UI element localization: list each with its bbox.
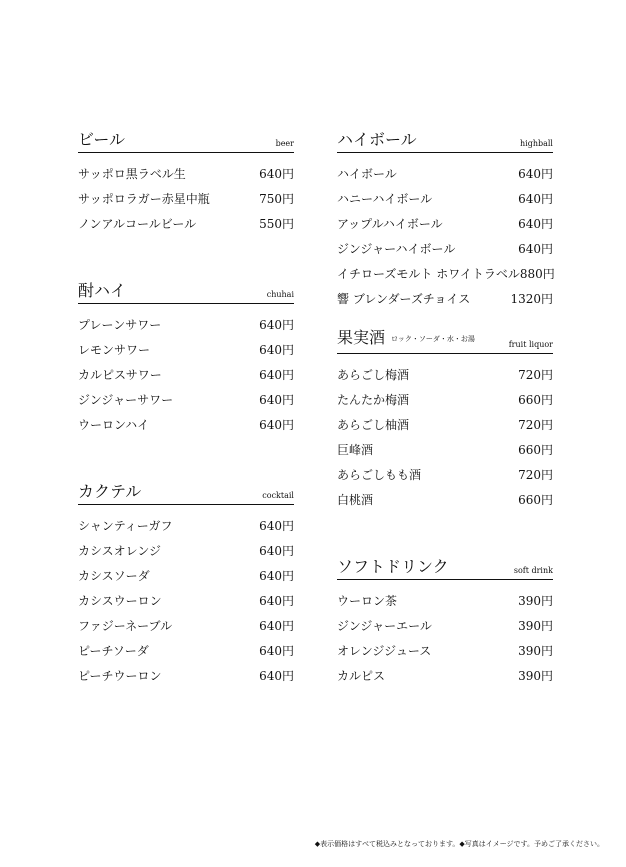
menu-item [78,563,294,588]
item-name: ファジーネーブル [78,619,173,633]
item-name: ジンジャーハイボール [337,242,456,256]
item-name: カルピスサワー [78,368,162,382]
menu-item [78,362,294,387]
item-price: 640円 [259,619,294,633]
item-price: 390円 [518,669,553,683]
section-header [337,128,553,153]
item-name: あらごし梅酒 [337,368,410,382]
section-english: soft drink [513,566,553,575]
item-price: 390円 [518,619,553,633]
menu-item [337,362,553,387]
menu-item [78,312,294,337]
item-name: 響 ブレンダーズチョイス [337,292,471,306]
menu-item [337,387,553,412]
item-price: 640円 [259,343,294,357]
item-name: 巨峰酒 [337,443,374,457]
menu-item [337,236,553,261]
item-name: あらごし柚酒 [337,418,410,432]
item-name: ウーロンハイ [78,418,150,432]
section-beer [78,128,294,236]
item-price: 640円 [518,242,553,256]
item-name: ピーチウーロン [78,669,162,683]
item-price: 720円 [518,468,553,482]
section-english: fruit liquor [508,340,553,349]
item-name: カシスオレンジ [78,544,162,558]
section-title: ビール [78,130,126,149]
item-name: カルピス [337,669,386,683]
item-price: 640円 [259,393,294,407]
menu-item [78,337,294,362]
menu-item [337,161,553,186]
item-price: 640円 [259,418,294,432]
section-english: chuhai [266,290,294,299]
section-header [337,329,553,354]
item-name: シャンティーガフ [78,519,173,533]
item-name: サッポロラガー赤星中瓶 [78,192,210,206]
item-name: ピーチソーダ [78,644,149,658]
item-name: ウーロン茶 [337,594,398,608]
item-price: 1320円 [510,292,553,306]
menu-item [337,638,553,663]
section-english: highball [520,139,553,148]
item-price: 640円 [259,669,294,683]
item-name: ハイボール [337,167,397,181]
item-price: 390円 [518,594,553,608]
section-title-text: 果実酒 [337,328,386,347]
menu-item [78,161,294,186]
item-name: オレンジジュース [337,644,432,658]
section-title: カクテル [78,482,142,501]
item-name: カシスソーダ [78,569,150,583]
menu-item [337,261,553,286]
item-name: あらごしもも酒 [337,468,422,482]
section-title: 酎ハイ [78,281,127,300]
item-price: 550円 [259,217,294,231]
item-price: 640円 [518,217,553,231]
item-name: ジンジャーエール [337,619,432,633]
menu-item [337,437,553,462]
item-name: イチローズモルト ホワイトラベル [337,267,520,281]
item-price: 390円 [518,644,553,658]
menu-item [337,663,553,688]
item-price: 720円 [518,368,553,382]
section-title [337,329,475,350]
item-name: プレーンサワー [78,318,162,332]
menu-item [78,638,294,663]
item-price: 640円 [518,167,553,181]
section-fruit-liquor [337,329,553,512]
section-header [78,279,294,304]
menu-item [78,613,294,638]
item-price: 640円 [259,167,294,181]
item-price: 640円 [259,318,294,332]
menu-item [78,412,294,437]
menu-item [337,412,553,437]
section-title: ハイボール [337,130,417,149]
item-name: サッポロ黒ラベル生 [78,167,186,181]
section-english: cocktail [262,491,294,500]
item-price: 640円 [259,519,294,533]
item-name: レモンサワー [78,343,151,357]
item-name: アップルハイボール [337,217,443,231]
section-title: ソフトドリンク [337,557,449,576]
item-price: 640円 [259,569,294,583]
item-price: 640円 [259,544,294,558]
menu-item [337,211,553,236]
section-chuhai [78,279,294,437]
section-soft-drink [337,555,553,688]
left-column [78,128,294,688]
item-name: カシスウーロン [78,594,162,608]
menu-item [337,613,553,638]
item-price: 640円 [259,644,294,658]
menu-item [78,588,294,613]
item-price: 720円 [518,418,553,432]
menu-item [337,186,553,211]
item-price: 660円 [518,493,553,507]
item-name: ハニーハイボール [337,192,433,206]
footer-note: ◆表示価格はすべて税込みとなっております。◆写真はイメージです。予めご了承ください。 [314,840,604,848]
right-column [337,128,553,688]
item-price: 640円 [518,192,553,206]
section-subtitle: ロック・ソーダ・水・お湯 [391,335,475,343]
item-price: 750円 [259,192,294,206]
section-english: beer [275,139,294,148]
item-name: ノンアルコールビール [78,217,197,231]
menu-item [78,186,294,211]
menu-item [78,387,294,412]
item-price: 660円 [518,443,553,457]
item-price: 640円 [259,368,294,382]
item-price: 660円 [518,393,553,407]
menu-item [78,513,294,538]
item-price: 880円 [519,267,555,281]
menu-item [337,286,553,311]
section-highball [337,128,553,311]
item-price: 640円 [259,594,294,608]
section-cocktail [78,480,294,688]
section-header [78,480,294,505]
menu-item [78,538,294,563]
menu-item [337,588,553,613]
item-name: たんたか梅酒 [337,393,410,407]
item-name: ジンジャーサワー [78,393,174,407]
menu-item [78,211,294,236]
menu-item [337,487,553,512]
item-name: 白桃酒 [337,493,374,507]
section-header [337,555,553,580]
section-header [78,128,294,153]
menu-item [78,663,294,688]
menu-item [337,462,553,487]
